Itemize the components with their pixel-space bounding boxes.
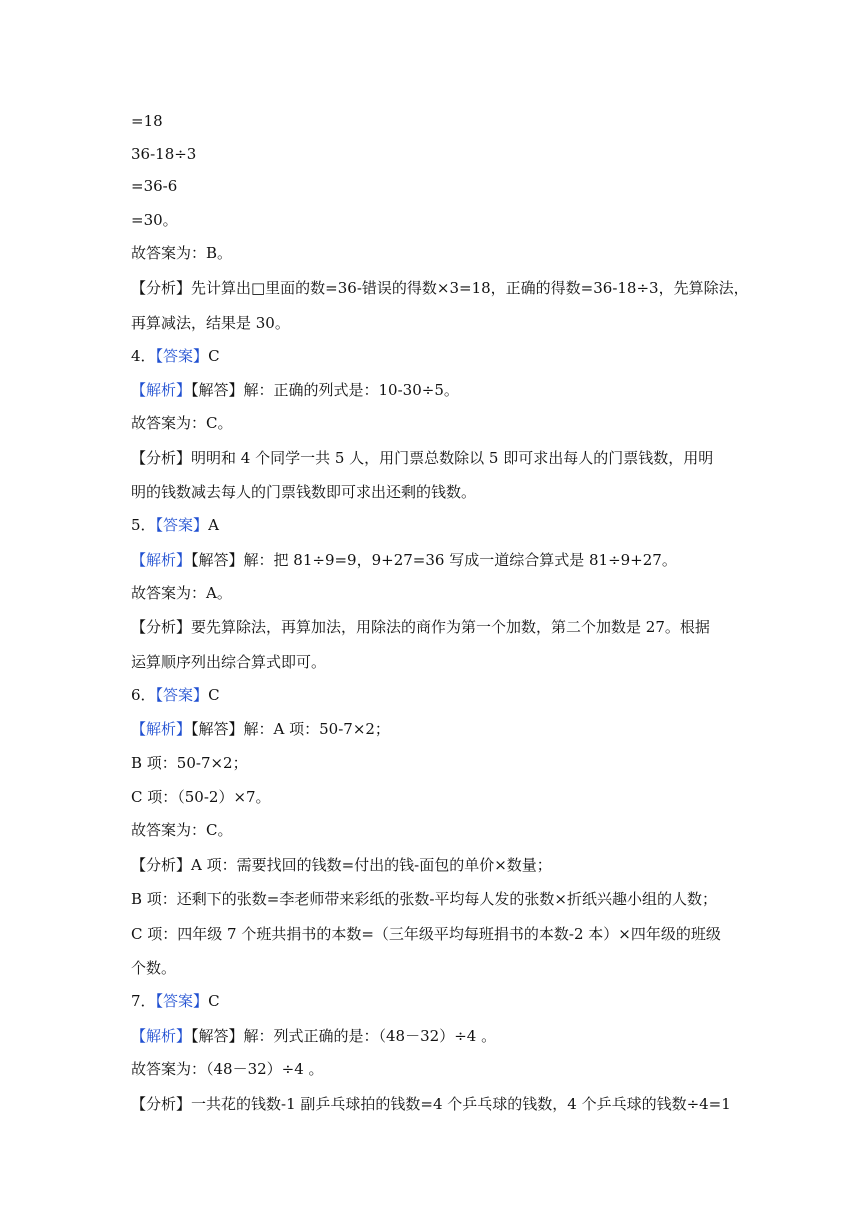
- text-line: C 项：（50-2）×7。: [131, 788, 271, 806]
- analysis-line: B 项：还剩下的张数=李老师带来彩纸的张数-平均每人发的张数×折纸兴趣小组的人数；: [131, 890, 717, 908]
- analysis-line: 个数。: [131, 959, 177, 977]
- answer-tag: 【答案】: [155, 992, 209, 1010]
- solution-line-4: [131, 380, 459, 400]
- text-line: =18: [131, 112, 163, 130]
- text-line: 故答案为：C。: [131, 821, 233, 839]
- analysis-tag: 【解析】: [131, 551, 192, 569]
- text-line: 故答案为：C。: [131, 414, 233, 432]
- solution-line-5: [131, 550, 677, 570]
- analysis-line: 【分析】要先算除法，再算加法，用除法的商作为第一个加数，第二个加数是 27。根据: [131, 618, 710, 636]
- solution-text: 【解答】解：把 81÷9=9，9+27=36 写成一道综合算式是 81÷9+27。: [191, 551, 677, 569]
- analysis-tag: 【解析】: [131, 1027, 192, 1045]
- answer-letter: C: [208, 686, 220, 704]
- question-number: 4．: [131, 347, 156, 365]
- solution-text: 【解答】解：正确的列式是：10-30÷5。: [191, 381, 459, 399]
- analysis-line: C 项：四年级 7 个班共捐书的本数=（三年级平均每班捐书的本数-2 本）×四年级的班级: [131, 925, 721, 943]
- analysis-line: 再算减法，结果是 30。: [131, 314, 290, 332]
- text-line: =30。: [131, 211, 178, 229]
- answer-letter: C: [208, 347, 220, 365]
- answer-line-7: [131, 991, 220, 1011]
- analysis-line: 运算顺序列出综合算式即可。: [131, 653, 327, 671]
- answer-letter: C: [208, 992, 220, 1010]
- answer-letter: A: [208, 516, 219, 534]
- text-line: 36-18÷3: [131, 145, 197, 163]
- answer-tag: 【答案】: [155, 686, 209, 704]
- answer-tag: 【答案】: [155, 347, 209, 365]
- question-number: 7．: [131, 992, 156, 1010]
- analysis-line: 【分析】明明和 4 个同学一共 5 人，用门票总数除以 5 即可求出每人的门票钱数，用明: [131, 449, 714, 467]
- answer-line-5: [131, 515, 219, 535]
- answer-line-6: [131, 685, 220, 705]
- text-line: 故答案为：A。: [131, 584, 232, 602]
- solution-text: 【解答】解：A 项：50-7×2；: [191, 720, 390, 738]
- question-number: 6．: [131, 686, 156, 704]
- analysis-line: 【分析】一共花的钱数-1 副乒乓球拍的钱数=4 个乒乓球的钱数，4 个乒乓球的钱数÷4=1: [131, 1095, 731, 1113]
- analysis-line: 【分析】先计算出□里面的数=36-错误的得数×3=18，正确的得数=36-18÷3，先算除法，: [131, 279, 749, 297]
- analysis-tag: 【解析】: [131, 720, 192, 738]
- solution-text: 【解答】解：列式正确的是：（48－32）÷4 。: [191, 1027, 497, 1045]
- solution-line-7: [131, 1026, 496, 1046]
- analysis-line: 【分析】A 项：需要找回的钱数=付出的钱-面包的单价×数量；: [131, 856, 552, 874]
- question-number: 5．: [131, 516, 156, 534]
- solution-line-6: [131, 719, 390, 739]
- answer-line-4: [131, 346, 220, 366]
- text-line: B 项：50-7×2；: [131, 754, 248, 772]
- analysis-line: 明的钱数减去每人的门票钱数即可求出还剩的钱数。: [131, 483, 477, 501]
- analysis-tag: 【解析】: [131, 381, 192, 399]
- answer-tag: 【答案】: [155, 516, 209, 534]
- text-line: 故答案为：（48－32）÷4 。: [131, 1060, 324, 1078]
- text-line: 故答案为：B。: [131, 244, 233, 262]
- text-line: =36-6: [131, 177, 178, 195]
